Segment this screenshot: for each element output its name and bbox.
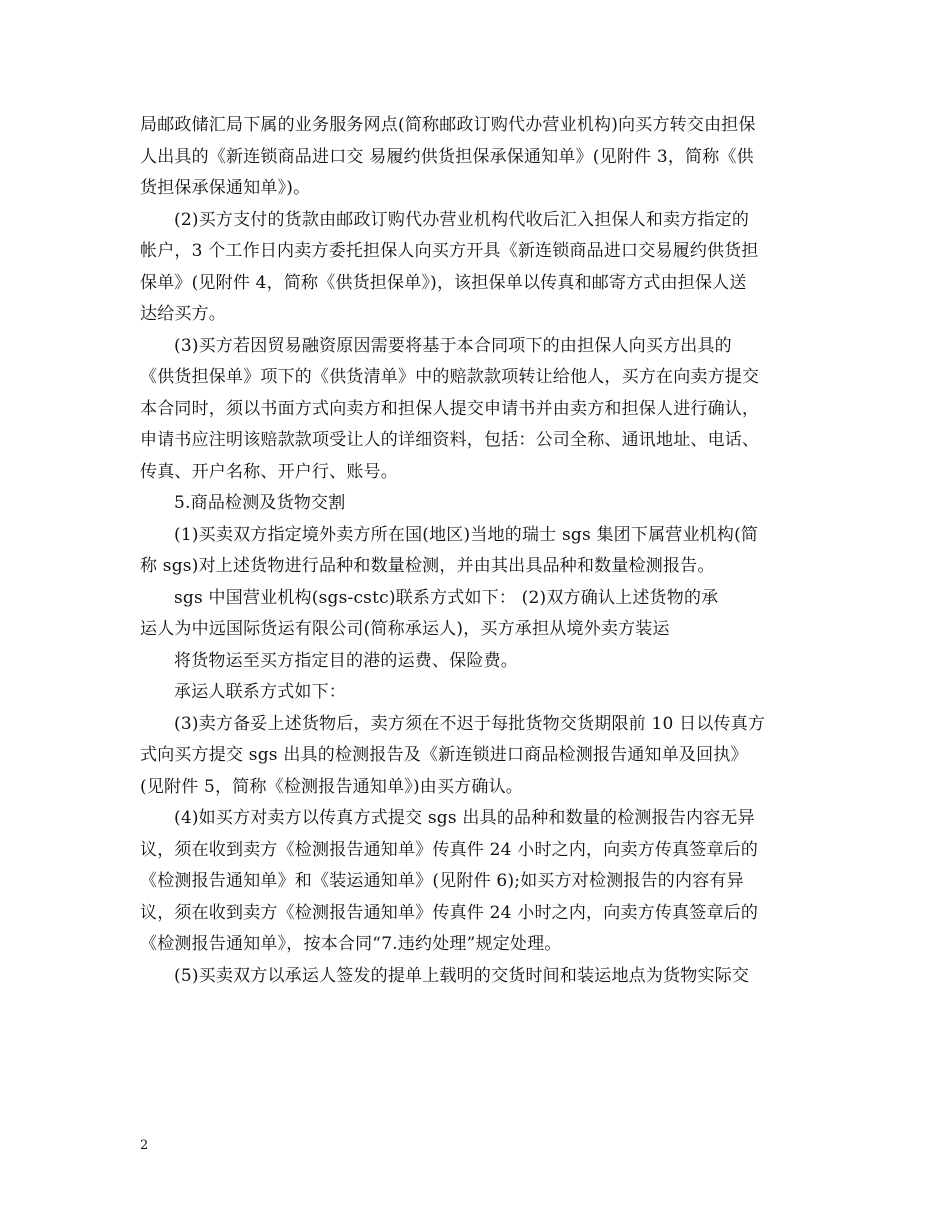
text-line: 帐户，3 个工作日内卖方委托担保人向买方开具《新连锁商品进口交易履约供货担 (140, 241, 759, 261)
text-line: 局邮政储汇局下属的业务服务网点(简称邮政订购代办营业机构)向买方转交由担保 (140, 115, 756, 135)
text-line: (3)卖方备妥上述货物后，卖方须在不迟于每批货物交货期限前 10 日以传真方 (174, 713, 766, 734)
text-line: 《检测报告通知单》，按本合同“7.违约处理”规定处理。 (140, 934, 562, 954)
text-line: 议，须在收到卖方《检测报告通知单》传真件 24 小时之内，向卖方传真签章后的 (140, 902, 759, 923)
text-line: 称 sgs)对上述货物进行品种和数量检测，并由其出具品种和数量检测报告。 (140, 556, 715, 576)
text-line: (4)如买方对卖方以传真方式提交 sgs 出具的品种和数量的检测报告内容无异 (174, 808, 755, 828)
text-line: 申请书应注明该赔款款项受让人的详细资料，包括：公司全称、通讯地址、电话、 (140, 430, 760, 450)
text-line: 达给买方。 (140, 304, 226, 324)
text-line: (2)买方支付的货款由邮政订购代办营业机构代收后汇入担保人和卖方指定的 (174, 209, 750, 230)
page-number: 2 (140, 1138, 149, 1153)
text-line: 人出具的《新连锁商品进口交 易履约供货担保承保通知单》(见附件 3，简称《供 (140, 146, 754, 167)
text-line: 5.商品检测及货物交割 (174, 493, 346, 513)
text-line: 货担保承保通知单》)。 (140, 178, 311, 198)
text-line: 传真、开户名称、开户行、账号。 (140, 461, 398, 482)
text-line: 《供货担保单》项下的《供货清单》中的赔款款项转让给他人，买方在向卖方提交 (140, 367, 760, 387)
text-line: 式向买方提交 sgs 出具的检测报告及《新连锁进口商品检测报告通知单及回执》 (140, 745, 748, 765)
text-line: (5)买卖双方以承运人签发的提单上载明的交货时间和装运地点为货物实际交 (174, 965, 750, 986)
text-line: 本合同时，须以书面方式向卖方和担保人提交申请书并由卖方和担保人进行确认， (140, 398, 760, 419)
document-body (140, 110, 820, 992)
text-line: (1)买卖双方指定境外卖方所在国(地区)当地的瑞士 sgs 集团下属营业机构(简 (174, 524, 759, 545)
text-line: (见附件 5，简称《检测报告通知单》)由买方确认。 (140, 776, 523, 797)
text-line: 议，须在收到卖方《检测报告通知单》传真件 24 小时之内，向卖方传真签章后的 (140, 839, 759, 860)
text-line: (3)买方若因贸易融资原因需要将基于本合同项下的由担保人向买方出具的 (174, 335, 732, 356)
text-line: 承运人联系方式如下： (174, 682, 346, 702)
text-line: 将货物运至买方指定目的港的运费、保险费。 (174, 650, 518, 671)
text-line: sgs 中国营业机构(sgs-cstc)联系方式如下： (2)双方确认上述货物的承 (174, 587, 719, 608)
text-line: 保单》(见附件 4，简称《供货担保单》)，该担保单以传真和邮寄方式由担保人送 (140, 272, 747, 293)
text-line: 运人为中远国际货运有限公司(简称承运人)，买方承担从境外卖方装运 (140, 619, 670, 639)
text-line: 《检测报告通知单》和《装运通知单》(见附件 6);如买方对检测报告的内容有异 (140, 871, 744, 891)
